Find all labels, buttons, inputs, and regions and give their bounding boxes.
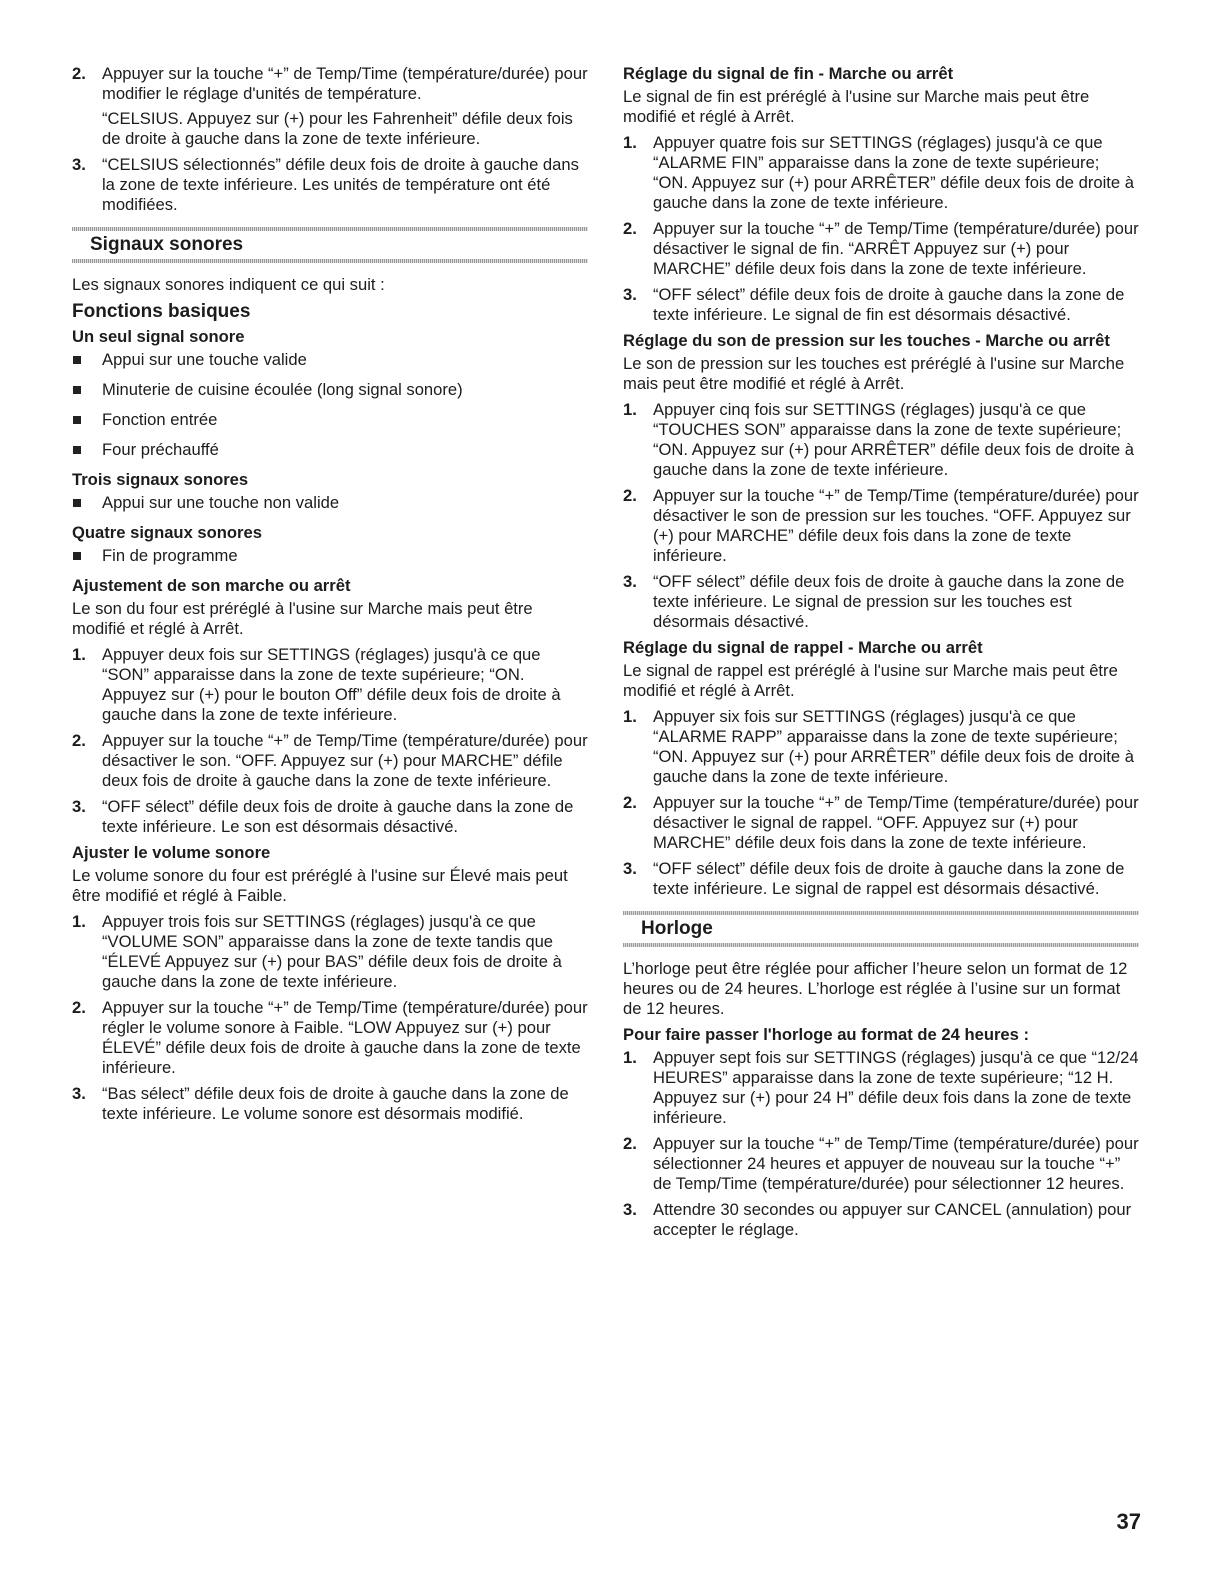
left-column xyxy=(72,64,588,1130)
bullet-list xyxy=(72,350,588,460)
bullet-icon xyxy=(72,350,102,370)
step-text: Appuyer sur la touche “+” de Temp/Time (température/durée) pour modifier le réglage d'unités de température. xyxy=(102,64,588,103)
list-item: 1. Appuyer deux fois sur SETTINGS (réglages) jusqu'à ce que “SON” apparaisse dans la zone de texte supérieure; “ON. Appuyez sur (+) pour le bouton Off” défile deux fois de droite à gauche dans la zone de texte inférieure. xyxy=(72,645,561,724)
list-item: 1. Appuyer quatre fois sur SETTINGS (réglages) jusqu'à ce que “ALARME FIN” apparaisse dans la zone de texte supérieure; “ON. Appuyez sur (+) pour ARRÊTER” défile deux fois de droite à gauche dans la zone de texte inférieure. xyxy=(623,133,1134,212)
step-text: “CELSIUS. Appuyez sur (+) pour les Fahrenheit” défile deux fois de droite à gauche dans la zone de texte inférieure. xyxy=(102,109,573,148)
list-item: 3. “OFF sélect” défile deux fois de droite à gauche dans la zone de texte inférieure. Le son est désormais désactivé. xyxy=(72,797,574,836)
section-title: Horloge xyxy=(641,918,713,939)
paragraph: Le volume sonore du four est préréglé à l'usine sur Élevé mais peut être modifié et réglé à Faible. xyxy=(72,866,568,905)
list-item: 3. “Bas sélect” défile deux fois de droite à gauche dans la zone de texte inférieure. Le volume sonore est désormais modifié. xyxy=(72,1084,569,1123)
paragraph: Le son de pression sur les touches est préréglé à l'usine sur Marche mais peut être modifié et réglé à Arrêt. xyxy=(623,354,1125,393)
list-item: 2. Appuyer sur la touche “+” de Temp/Time (température/durée) pour sélectionner 24 heures et appuyer de nouveau sur la touche “+” de Temp/Time (température/durée) pour sélectionner 12 heures. xyxy=(623,1134,1139,1193)
list-item: Fin de programme xyxy=(72,546,588,566)
paragraph: Les signaux sonores indiquent ce qui suit : xyxy=(72,275,385,294)
list-item: 1. Appuyer cinq fois sur SETTINGS (réglages) jusqu'à ce que “TOUCHES SON” apparaisse dans la zone de texte supérieure; “ON. Appuyez sur (+) pour ARRÊTER” défile deux fois de droite à gauche dans la zone de texte inférieure. xyxy=(623,400,1134,479)
subheading: Quatre signaux sonores xyxy=(72,523,262,542)
bullet-icon xyxy=(72,380,102,400)
list-item: 2. Appuyer sur la touche “+” de Temp/Time (température/durée) pour désactiver le son. “OFF. Appuyez sur (+) pour MARCHE” défile deux fois de droite à gauche dans la zone de texte inférieure. xyxy=(72,731,588,790)
subheading: Ajustement de son marche ou arrêt xyxy=(72,576,351,595)
step-number: 2. xyxy=(72,64,86,83)
subheading: Trois signaux sonores xyxy=(72,470,249,489)
bullet-list xyxy=(72,546,588,566)
numbered-list xyxy=(623,400,1139,632)
step-text: “CELSIUS sélectionnés” défile deux fois de droite à gauche dans la zone de texte inférieure. Les unités de température ont été modifiées. xyxy=(102,155,579,214)
numbered-list xyxy=(623,1048,1139,1240)
section-header-horloge xyxy=(623,911,1139,947)
list-item: 2. Appuyer sur la touche “+” de Temp/Time (température/durée) pour désactiver le signal de fin. “ARRÊT Appuyez sur (+) pour MARCHE” défile deux fois dans la zone de texte inférieure. xyxy=(623,219,1139,278)
subsection-title: Fonctions basiques xyxy=(72,301,251,322)
list-item: Minuterie de cuisine écoulée (long signal sonore) xyxy=(72,380,588,400)
list-item: 3. “OFF sélect” défile deux fois de droite à gauche dans la zone de texte inférieure. Le signal de pression sur les touches est désormais désactivé. xyxy=(623,572,1125,631)
list-item xyxy=(72,64,588,149)
bullet-icon xyxy=(72,410,102,430)
bullet-icon xyxy=(72,493,102,513)
list-item: Appui sur une touche non valide xyxy=(72,493,588,513)
section-title: Signaux sonores xyxy=(90,234,244,255)
list-item: 1. Appuyer six fois sur SETTINGS (réglages) jusqu'à ce que “ALARME RAPP” apparaisse dans la zone de texte supérieure; “ON. Appuyez sur (+) pour ARRÊTER” défile deux fois de droite à gauche dans la zone de texte inférieure. xyxy=(623,707,1134,786)
subheading: Réglage du signal de fin - Marche ou arrêt xyxy=(623,64,954,83)
numbered-list xyxy=(72,645,588,837)
page-number: 37 xyxy=(1116,1509,1141,1534)
subheading: Réglage du son de pression sur les touches - Marche ou arrêt xyxy=(623,331,1110,350)
list-item xyxy=(72,155,588,215)
list-item: 2. Appuyer sur la touche “+” de Temp/Time (température/durée) pour régler le volume sonore à Faible. “LOW Appuyez sur (+) pour ÉLEVÉ” défile deux fois de droite à gauche dans la zone de texte inférieure. xyxy=(72,998,588,1077)
list-item: 2. Appuyer sur la touche “+” de Temp/Time (température/durée) pour désactiver le son de pression sur les touches. “OFF. Appuyez sur (+) pour MARCHE” défile deux fois dans la zone de texte inférieure. xyxy=(623,486,1139,565)
subheading: Ajuster le volume sonore xyxy=(72,843,271,862)
list-item: 3. “OFF sélect” défile deux fois de droite à gauche dans la zone de texte inférieure. Le signal de rappel est désormais désactivé. xyxy=(623,859,1125,898)
list-item: Four préchauffé xyxy=(72,440,588,460)
list-item: 3. “OFF sélect” défile deux fois de droite à gauche dans la zone de texte inférieure. Le signal de fin est désormais désactivé. xyxy=(623,285,1125,324)
step-number: 3. xyxy=(72,155,86,174)
bullet-list xyxy=(72,493,588,513)
list-item: 2. Appuyer sur la touche “+” de Temp/Time (température/durée) pour désactiver le signal de rappel. “OFF. Appuyez sur (+) pour MARCHE” défile deux fois dans la zone de texte inférieure. xyxy=(623,793,1139,852)
subheading: Un seul signal sonore xyxy=(72,327,245,346)
numbered-list xyxy=(72,912,588,1124)
intro-steps xyxy=(72,64,588,215)
bullet-icon xyxy=(72,440,102,460)
right-column xyxy=(623,64,1139,1246)
subheading: Réglage du signal de rappel - Marche ou arrêt xyxy=(623,638,983,657)
numbered-list xyxy=(623,133,1139,325)
numbered-list xyxy=(623,707,1139,899)
list-item: 3. Attendre 30 secondes ou appuyer sur CANCEL (annulation) pour accepter le réglage. xyxy=(623,1200,1132,1239)
section-header-signaux xyxy=(72,227,588,263)
paragraph: Le son du four est préréglé à l'usine sur Marche mais peut être modifié et réglé à Arrêt. xyxy=(72,599,533,638)
paragraph: L’horloge peut être réglée pour afficher l’heure selon un format de 12 heures ou de 24 heures. L’horloge est réglée à l’usine sur un format de 12 heures. xyxy=(623,959,1128,1018)
list-item: 1. Appuyer trois fois sur SETTINGS (réglages) jusqu'à ce que “VOLUME SON” apparaisse dans la zone de texte tandis que “ÉLEVÉ Appuyez sur (+) pour BAS” défile deux fois de droite à gauche dans la zone de texte inférieure. xyxy=(72,912,562,991)
paragraph: Le signal de fin est préréglé à l'usine sur Marche mais peut être modifié et réglé à Arrêt. xyxy=(623,87,1090,126)
bullet-icon xyxy=(72,546,102,566)
list-item: Appui sur une touche valide xyxy=(72,350,588,370)
subheading: Pour faire passer l'horloge au format de 24 heures : xyxy=(623,1025,1030,1044)
list-item: Fonction entrée xyxy=(72,410,588,430)
paragraph: Le signal de rappel est préréglé à l'usine sur Marche mais peut être modifié et réglé à Arrêt. xyxy=(623,661,1118,700)
list-item: 1. Appuyer sept fois sur SETTINGS (réglages) jusqu'à ce que “12/24 HEURES” apparaisse dans la zone de texte supérieure; “12 H. Appuyez sur (+) pour 24 H” défile deux fois dans la zone de texte inférieure. xyxy=(623,1048,1139,1127)
